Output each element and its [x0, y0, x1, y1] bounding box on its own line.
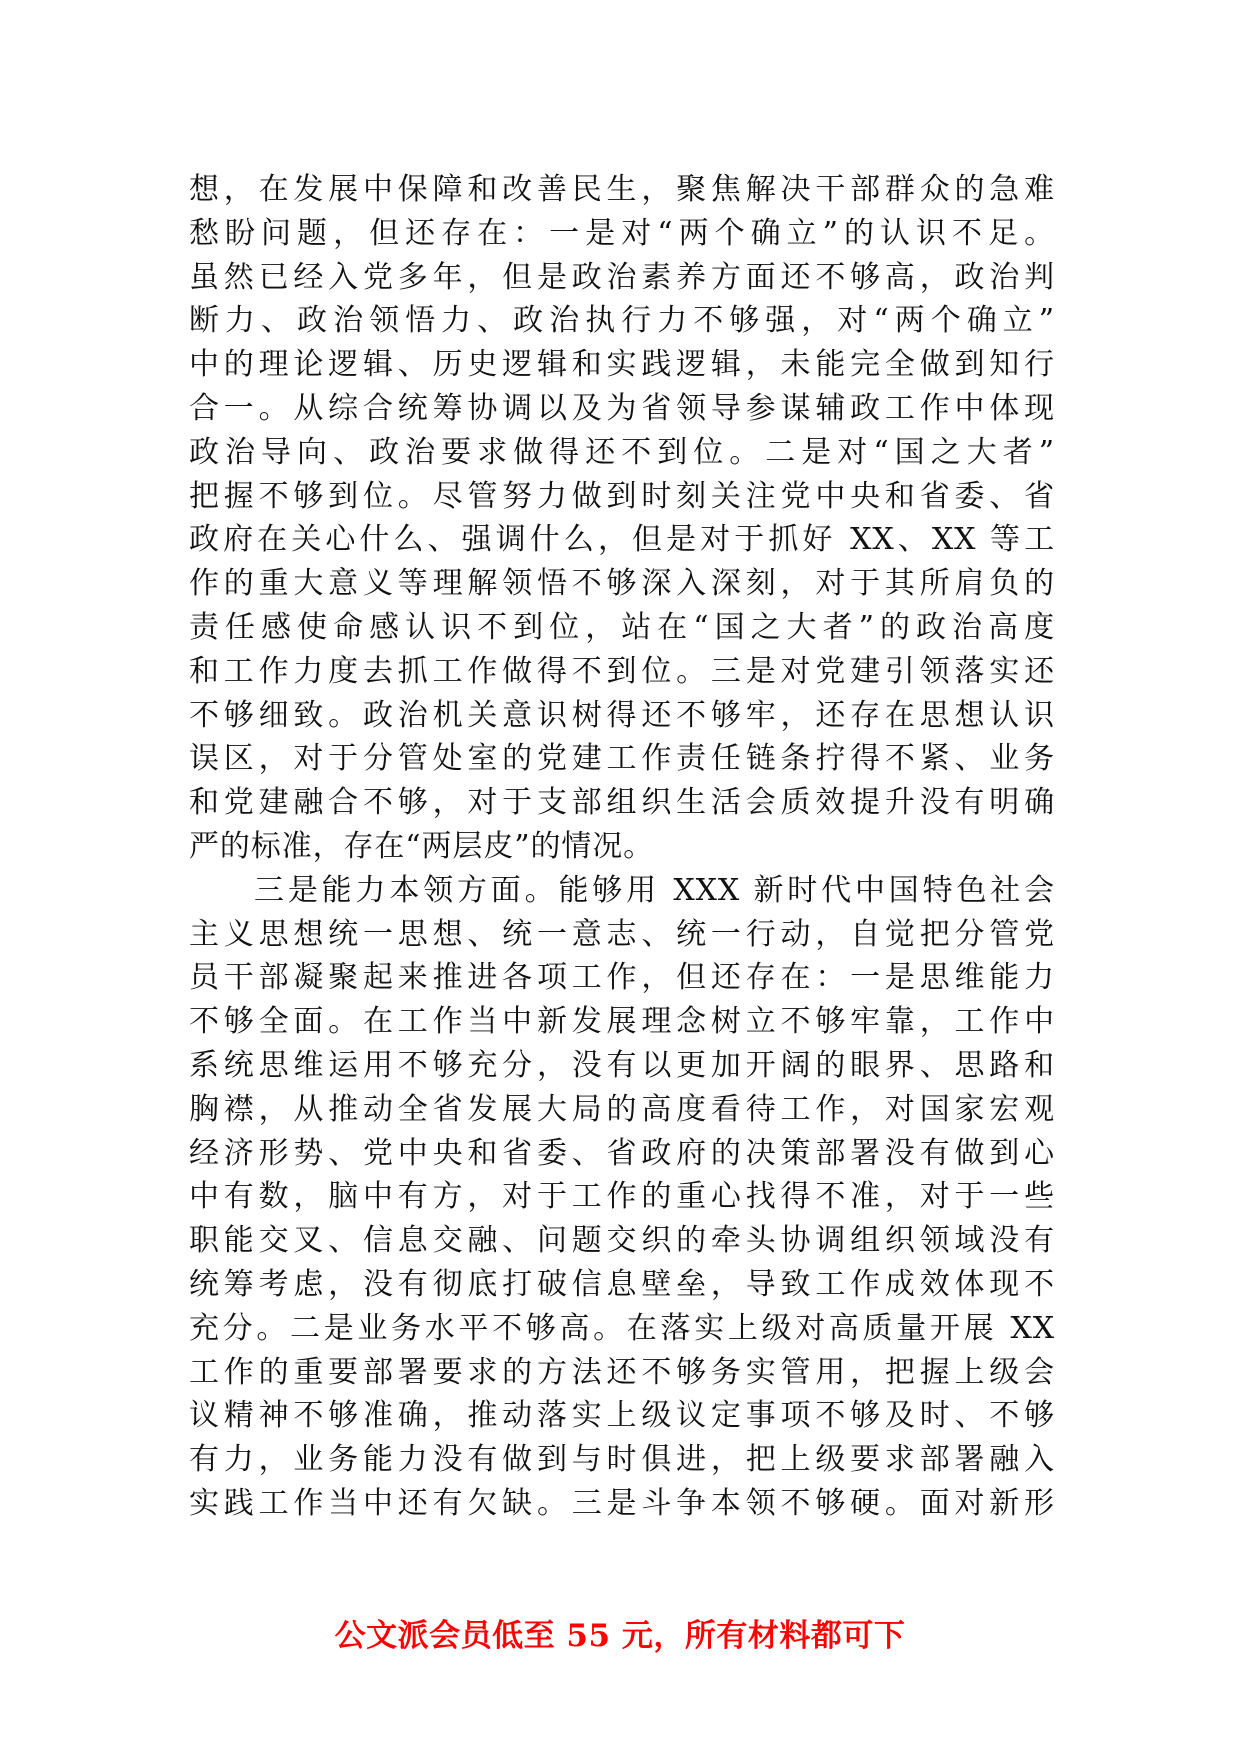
promo-footer: 公文派会员低至 55 元，所有材料都可下	[334, 1618, 906, 1654]
text-line: 胸襟，从推动全省发展大局的高度看待工作，对国家宏观	[189, 1091, 1055, 1127]
text-line: 断力、政治领悟力、政治执行力不够强，对“两个确立”	[189, 303, 1055, 339]
text-line: 系统思维运用不够充分，没有以更加开阔的眼界、思路和	[189, 1047, 1055, 1083]
text-line: 想，在发展中保障和改善民生，聚焦解决干部群众的急难	[189, 172, 1055, 207]
text-line: 工作的重要部署要求的方法还不够务实管用，把握上级会	[189, 1354, 1055, 1390]
text-line: 责任感使命感认识不到位，站在“国之大者”的政治高度	[189, 609, 1055, 645]
text-line: 员干部凝聚起来推进各项工作，但还存在：一是思维能力	[189, 960, 1055, 996]
text-line: 愁盼问题，但还存在：一是对“两个确立”的认识不足。	[189, 215, 1055, 251]
text-line: 合一。从综合统筹协调以及为省领导参谋辅政工作中体现	[189, 390, 1055, 426]
text-line: 中的理论逻辑、历史逻辑和实践逻辑，未能完全做到知行	[189, 347, 1055, 383]
text-line: 虽然已经入党多年，但是政治素养方面还不够高，政治判	[189, 259, 1055, 295]
text-line: 不够细致。政治机关意识树得还不够牢，还存在思想认识	[189, 697, 1055, 733]
paragraph-end-line: 严的标准，存在“两层皮”的情况。	[189, 828, 655, 864]
text-line: 作的重大意义等理解领悟不够深入深刻，对于其所肩负的	[189, 566, 1055, 602]
text-line: 主义思想统一思想、统一意志、统一行动，自觉把分管党	[189, 916, 1055, 952]
text-line: 政治导向、政治要求做得还不到位。二是对“国之大者”	[189, 434, 1055, 470]
text-line: 和党建融合不够，对于支部组织生活会质效提升没有明确	[189, 785, 1055, 821]
text-line: 职能交叉、信息交融、问题交织的牵头协调组织领域没有	[189, 1223, 1055, 1259]
text-line: 经济形势、党中央和省委、省政府的决策部署没有做到心	[189, 1135, 1055, 1171]
text-line: 统筹考虑，没有彻底打破信息壁垒，导致工作成效体现不	[189, 1266, 1055, 1302]
text-line: 把握不够到位。尽管努力做到时刻关注党中央和省委、省	[189, 478, 1055, 514]
paragraph-start-line: 三是能力本领方面。能够用 XXX 新时代中国特色社会	[254, 872, 1055, 908]
text-line: 不够全面。在工作当中新发展理念树立不够牢靠，工作中	[189, 1004, 1055, 1040]
text-line: 有力，业务能力没有做到与时俱进，把上级要求部署融入	[189, 1442, 1055, 1478]
text-line: 中有数，脑中有方，对于工作的重心找得不准，对于一些	[189, 1179, 1055, 1215]
body-text	[189, 168, 1055, 1526]
text-line: 议精神不够准确，推动落实上级议定事项不够及时、不够	[189, 1398, 1055, 1434]
text-line: 政府在关心什么、强调什么，但是对于抓好 XX、XX 等工	[189, 522, 1055, 558]
text-line: 充分。二是业务水平不够高。在落实上级对高质量开展 XX	[189, 1310, 1055, 1346]
text-line: 误区，对于分管处室的党建工作责任链条拧得不紧、业务	[189, 741, 1055, 777]
text-line: 实践工作当中还有欠缺。三是斗争本领不够硬。面对新形	[189, 1485, 1055, 1521]
text-line: 和工作力度去抓工作做得不到位。三是对党建引领落实还	[189, 653, 1055, 689]
